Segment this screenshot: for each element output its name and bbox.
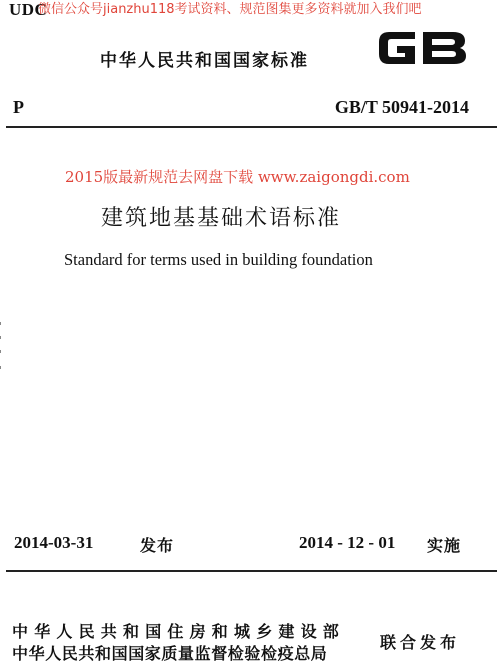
gb-logo-b [423, 32, 466, 64]
top-divider [6, 126, 497, 128]
watermark-download-link: 2015版最新规范去网盘下载 www.zaigongdi.com [65, 168, 410, 186]
watermark-top: 微信公众号jianzhu118考试资料、规范图集更多资料就加入我们吧 [38, 2, 422, 17]
gb-logo-icon [375, 26, 469, 70]
gb-logo-g [379, 32, 415, 64]
scan-margin-marks [0, 322, 3, 382]
standard-code: GB/T 50941-2014 [334, 97, 469, 117]
bottom-divider [6, 570, 497, 572]
title-english: Standard for terms used in building foundation [64, 250, 373, 269]
joint-issue-label: 联合发布 [380, 633, 461, 652]
udc-label: UDC [9, 0, 48, 19]
issue-label: 发布 [140, 536, 175, 555]
issuer-aqsiq: 中华人民共和国国家质量监督检验检疫总局 [12, 644, 328, 663]
implementation-label: 实施 [427, 536, 462, 555]
implementation-date: 2014 - 12 - 01 [299, 533, 396, 552]
issue-date: 2014-03-31 [14, 533, 94, 552]
issuer-ministry-housing: 中华人民共和国住房和城乡建设部 [12, 622, 346, 641]
title-chinese: 建筑地基基础术语标准 [101, 206, 342, 231]
category-code: P [13, 97, 24, 117]
national-standard-heading: 中华人民共和国国家标准 [100, 51, 309, 71]
